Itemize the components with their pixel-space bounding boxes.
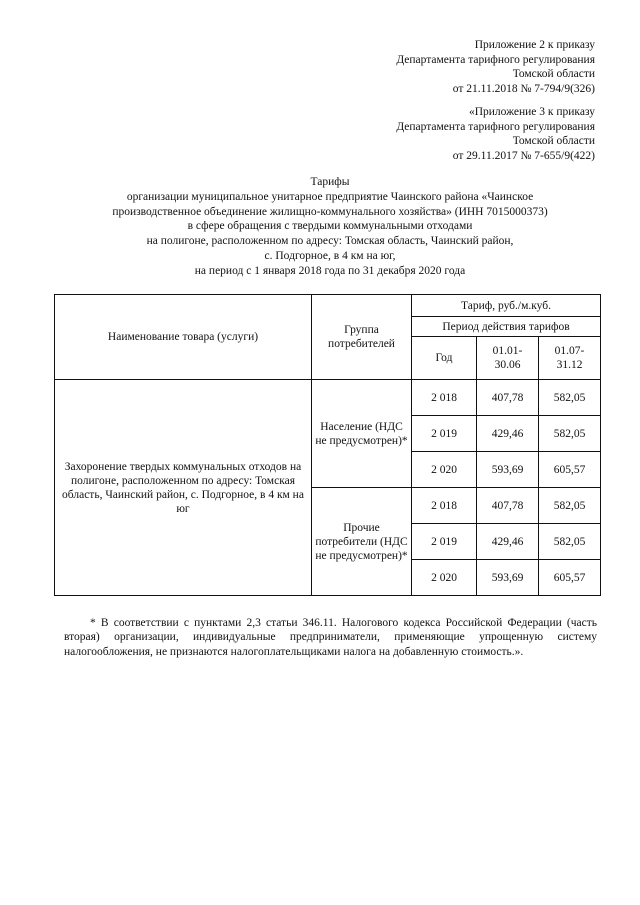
header-group: Группа потребителей — [312, 295, 412, 380]
header-period: Период действия тарифов — [412, 317, 601, 337]
tariff-cell: 605,57 — [539, 452, 601, 488]
appendix-line: Департамента тарифного регулирования — [396, 53, 595, 66]
tariff-table — [54, 294, 601, 596]
tariff-cell: 582,05 — [539, 524, 601, 560]
service-name: Захоронение твердых коммунальных отходов на полигоне, расположенном по адресу: Томская область, Чаинский район, с. Подгорное, в 4 км на юг — [55, 380, 312, 596]
year-cell: 2 020 — [412, 560, 477, 596]
appendix-line: Департамента тарифного регулирования — [396, 120, 595, 133]
title-line: на полигоне, расположенном по адресу: Томская область, Чаинский район, — [146, 235, 514, 248]
appendix-line: Томской области — [512, 135, 595, 148]
tariff-cell: 407,78 — [477, 488, 539, 524]
tariff-cell: 582,05 — [539, 416, 601, 452]
title-line: с. Подгорное, в 4 км на юг, — [264, 249, 396, 262]
tariff-cell: 429,46 — [477, 416, 539, 452]
title-line: Тарифы — [310, 176, 350, 188]
tariff-cell: 593,69 — [477, 452, 539, 488]
consumer-group: Население (НДС не предусмотрен)* — [312, 380, 412, 488]
header-service: Наименование товара (услуги) — [55, 295, 312, 380]
appendix-reference-current — [396, 38, 595, 96]
tariff-cell: 582,05 — [539, 488, 601, 524]
tariff-cell: 582,05 — [539, 380, 601, 416]
appendix-line: от 29.11.2017 № 7-655/9(422) — [452, 149, 595, 162]
appendix-line: Приложение 2 к приказу — [474, 39, 595, 51]
title-line: на период с 1 января 2018 года по 31 декабря 2020 года — [194, 264, 466, 277]
tariff-cell: 593,69 — [477, 560, 539, 596]
header-period-2: 01.07-31.12 — [539, 337, 601, 380]
table-row — [55, 380, 601, 416]
appendix-line: от 21.11.2018 № 7-794/9(326) — [452, 82, 595, 95]
consumer-group: Прочие потребители (НДС не предусмотрен)* — [312, 488, 412, 596]
tariff-cell: 429,46 — [477, 524, 539, 560]
tariff-cell: 605,57 — [539, 560, 601, 596]
appendix-line: «Приложение 3 к приказу — [468, 106, 595, 118]
appendix-line: Томской области — [512, 68, 595, 81]
tariff-cell: 407,78 — [477, 380, 539, 416]
year-cell: 2 019 — [412, 416, 477, 452]
appendix-reference-previous — [396, 105, 595, 163]
header-tariff: Тариф, руб./м.куб. — [412, 295, 601, 317]
year-cell: 2 018 — [412, 380, 477, 416]
title-line: в сфере обращения с твердыми коммунальными отходами — [187, 220, 473, 233]
title-line: производственное объединение жилищно-коммунального хозяйства» (ИНН 7015000373) — [112, 205, 548, 218]
year-cell: 2 019 — [412, 524, 477, 560]
title-line: организации муниципальное унитарное предприятие Чаинского района «Чаинское — [126, 190, 534, 203]
year-cell: 2 020 — [412, 452, 477, 488]
header-period-1: 01.01-30.06 — [477, 337, 539, 380]
footnote: * В соответствии с пунктами 2,3 статьи 346.11. Налогового кодекса Российской Федерации (часть вторая) организации, индивидуальные предприниматели, применяющие упрощенную систему налогообложения, не признаются налогоплательщиками налога на добавленную стоимость.». — [64, 616, 597, 658]
year-cell: 2 018 — [412, 488, 477, 524]
header-year: Год — [412, 337, 477, 380]
document-title — [60, 175, 600, 279]
